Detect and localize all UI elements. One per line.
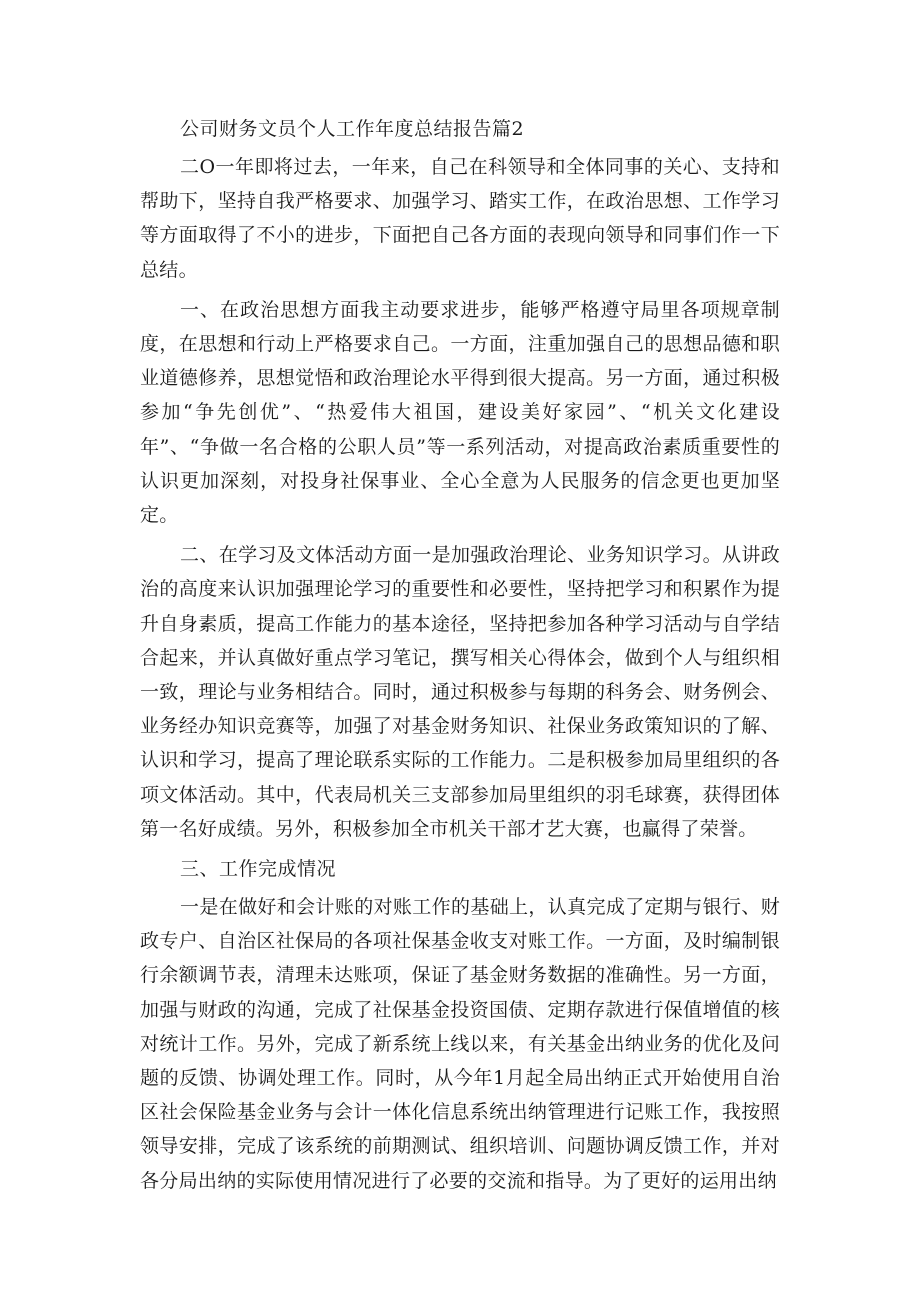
study-activities-paragraph: 二、在学习及文体活动方面一是加强政治理论、业务知识学习。从讲政治的高度来认识加强理论学习的重要性和必要性，坚持把学习和积累作为提升自身素质，提高工作能力的基本途径，坚持把参加各种学习活动与自学结合起来，并认真做好重点学习笔记，撰写相关心得体会，做到个人与组织相一致，理论与业务相结合。同时，通过积极参与每期的科务会、财务例会、业务经办知识竞赛等，加强了对基金财务知识、社保业务政策知识的了解、认识和学习，提高了理论联系实际的工作能力。二是积极参加局里组织的各项文体活动。其中，代表局机关三支部参加局里组织的羽毛球赛，获得团体第一名好成绩。另外，积极参加全市机关干部才艺大赛，也赢得了荣誉。 — [140, 544, 780, 840]
intro-paragraph: 二O一年即将过去，一年来，自己在科领导和全体同事的关心、支持和帮助下，坚持自我严格要求、加强学习、踏实工作，在政治思想、工作学习等方面取得了不小的进步，下面把自己各方面的表现向领导和同事们作一下总结。 — [140, 156, 780, 281]
document-title: 公司财务文员个人工作年度总结报告篇2 — [180, 118, 525, 140]
section-heading-work-completion: 三、工作完成情况 — [180, 858, 337, 881]
political-thought-paragraph: 一、在政治思想方面我主动要求进步，能够严格遵守局里各项规章制度，在思想和行动上严格要求自己。一方面，注重加强自己的思想品德和职业道德修养，思想觉悟和政治理论水平得到很大提高。另一方面，通过积极参加“争先创优”、“热爱伟大祖国，建设美好家园”、“机关文化建设年”、“争做一名合格的公职人员”等一系列活动，对提高政治素质重要性的认识更加深刻，对投身社保事业、全心全意为人民服务的信念更也更加坚定。 — [140, 298, 780, 527]
work-completion-paragraph: 一是在做好和会计账的对账工作的基础上，认真完成了定期与银行、财政专户、自治区社保局的各项社保基金收支对账工作。一方面，及时编制银行余额调节表，清理未达账项，保证了基金财务数据的准确性。另一方面，加强与财政的沟通，完成了社保基金投资国债、定期存款进行保值增值的核对统计工作。另外，完成了新系统上线以来，有关基金出纳业务的优化及问题的反馈、协调处理工作。同时，从今年1月起全局出纳正式开始使用自治区社会保险基金业务与会计一体化信息系统出纳管理进行记账工作，我按照领导安排，完成了该系统的前期测试、组织培训、问题协调反馈工作，并对各分局出纳的实际使用情况进行了必要的交流和指导。为了更好的运用出纳 — [140, 896, 780, 1192]
